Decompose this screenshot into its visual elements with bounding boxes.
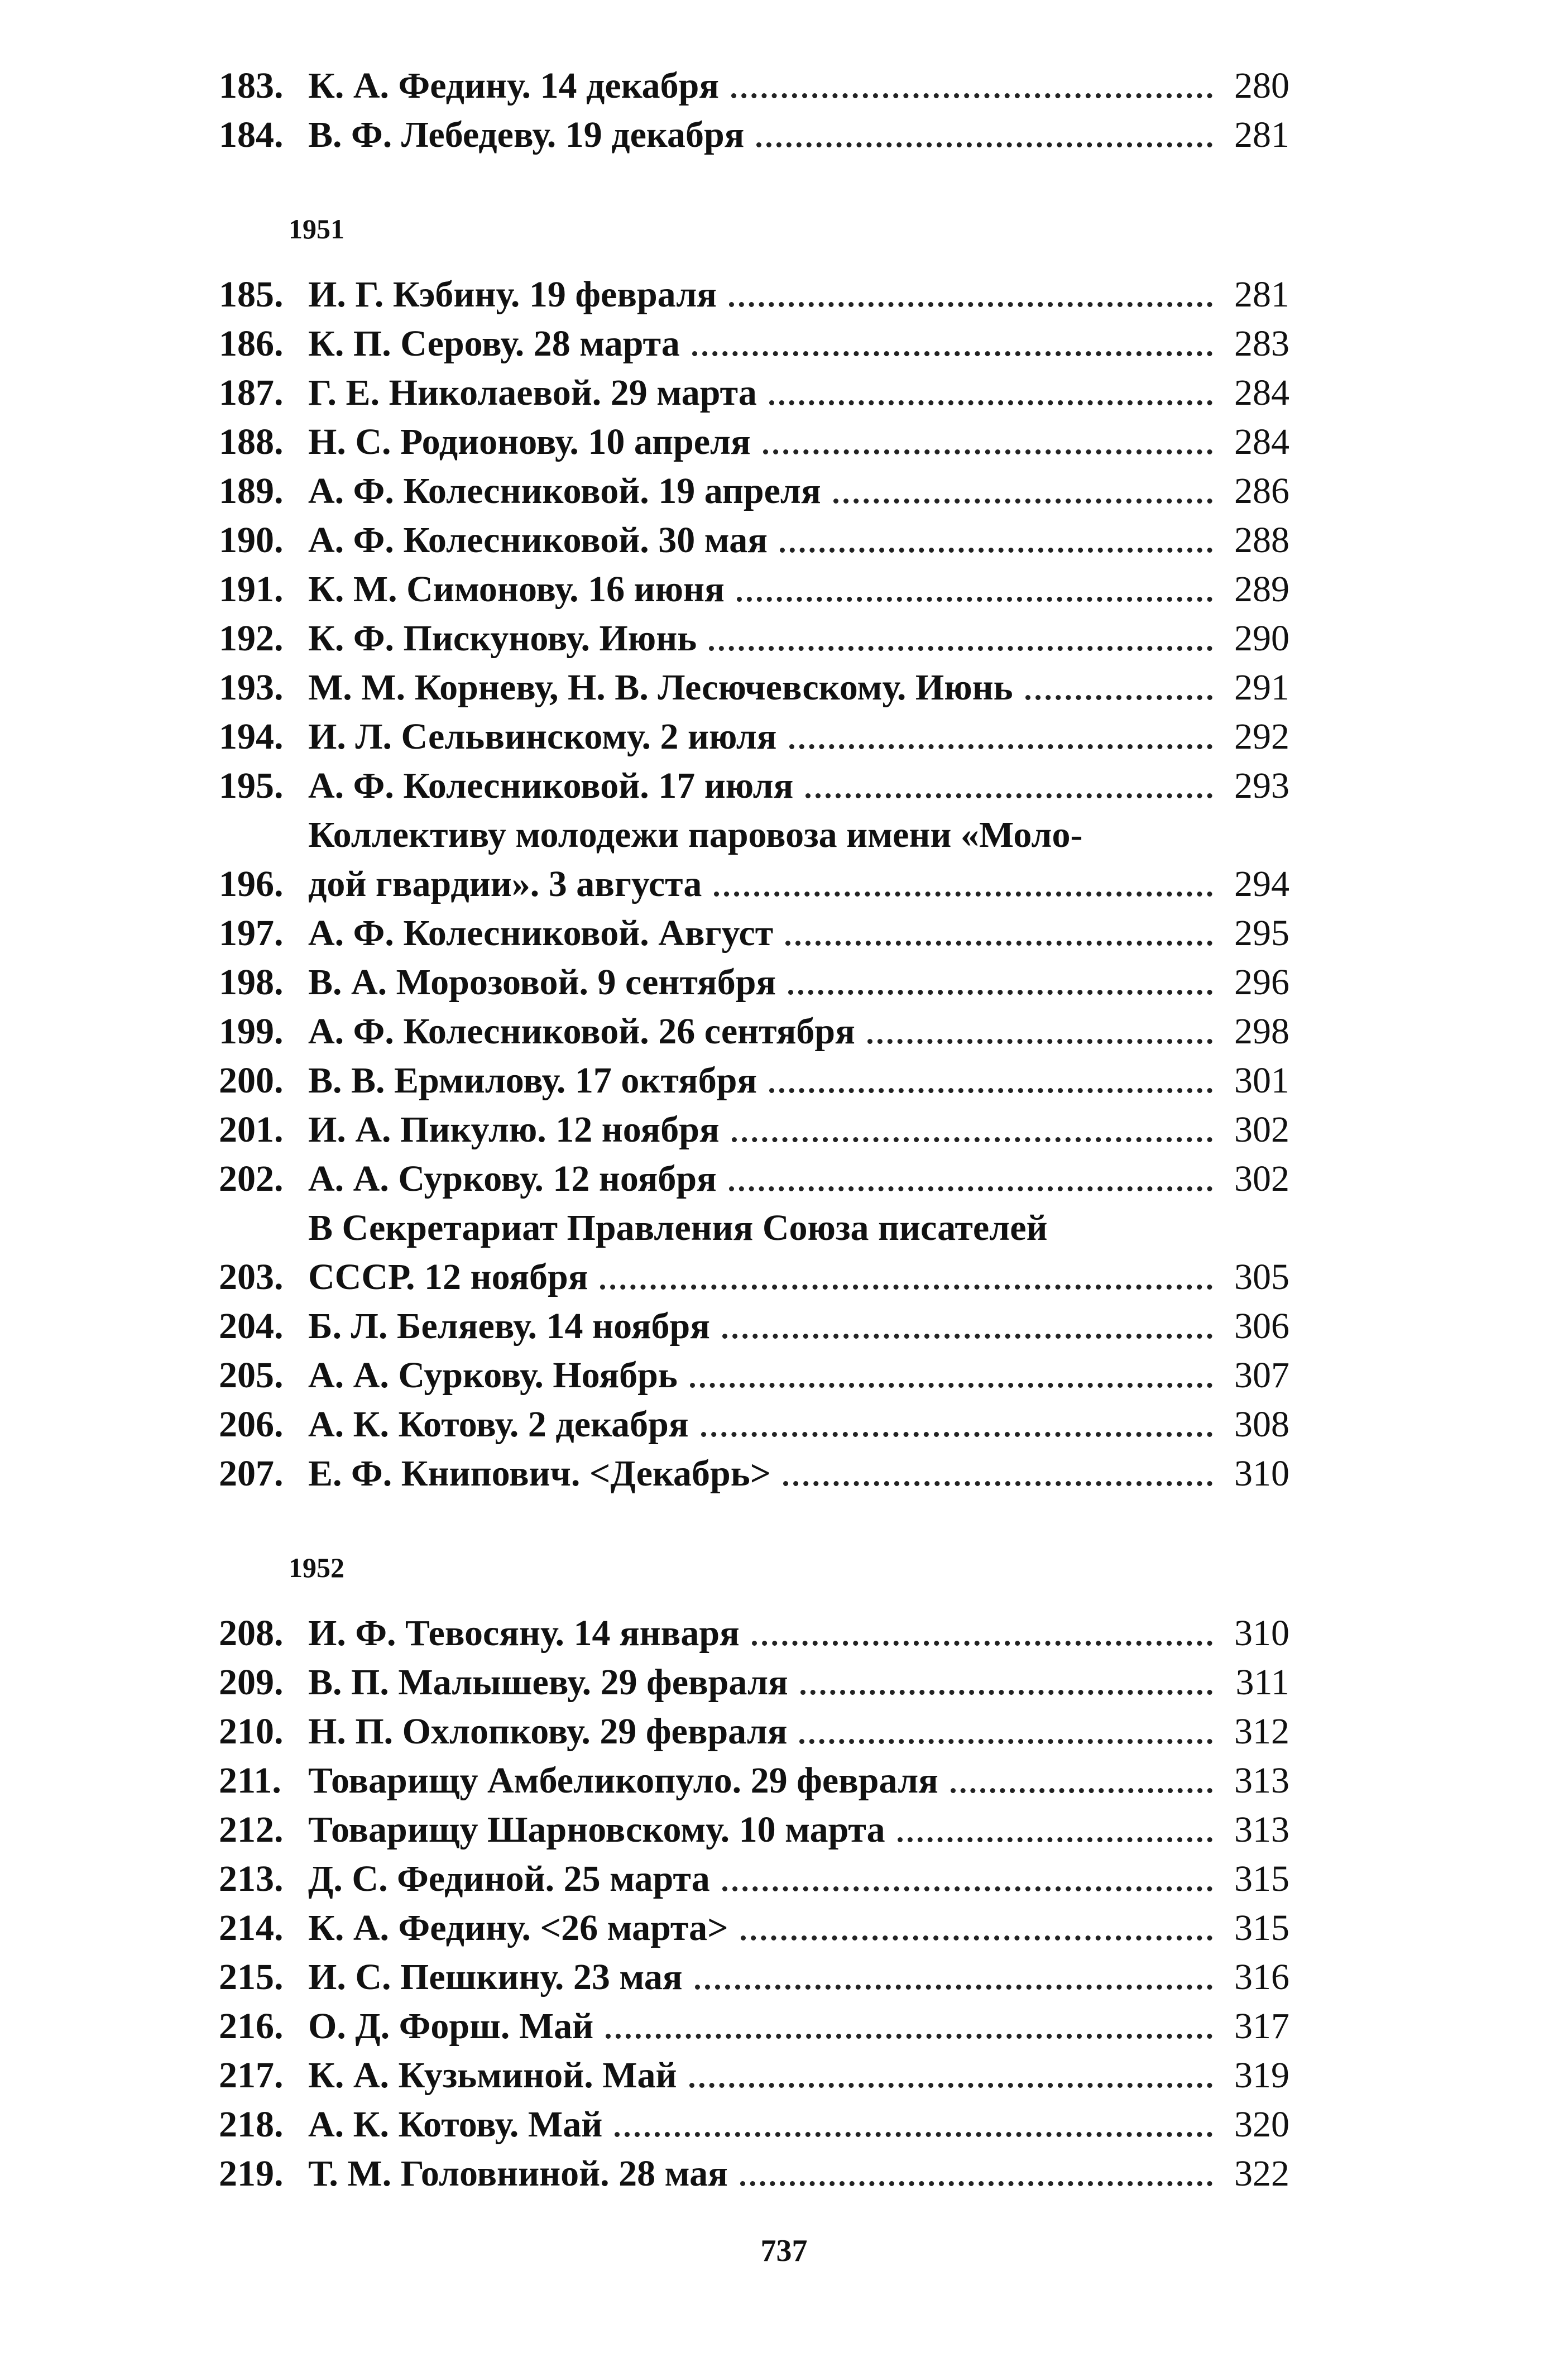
entry-page: 315 [1234,1858,1289,1899]
entry-number: 184. [219,114,284,155]
entry-title: Товарищу Амбеликопуло. 29 февраля [308,1760,938,1801]
toc-entry [219,1609,1289,1658]
toc-entry [219,663,1289,712]
entry-number: 207. [219,1453,284,1494]
dot-leader [722,1886,1212,1891]
entry-title: Товарищу Шарновскому. 10 марта [308,1809,885,1850]
entry-title: И. Г. Кэбину. 19 февраля [308,274,717,315]
toc-entry [219,319,1289,368]
toc-entry [219,1707,1289,1756]
entry-number: 194. [219,716,284,757]
entry-page: 280 [1234,65,1289,106]
toc-entry [219,1756,1289,1805]
toc-entry [219,270,1289,319]
entry-number: 203. [219,1257,284,1297]
entry-page: 283 [1234,323,1289,364]
entry-page: 301 [1234,1060,1289,1101]
dot-leader [800,1690,1212,1695]
entry-title: Н. П. Охлопкову. 29 февраля [308,1711,788,1752]
toc-entry [219,1855,1289,1904]
toc-entry [219,1400,1289,1449]
entry-title: К. А. Федину. 14 декабря [308,65,720,106]
table-of-contents [219,61,1289,2198]
dot-leader [689,2083,1212,2088]
dot-leader [763,449,1212,454]
toc-entry [219,516,1289,565]
entry-page: 320 [1234,2104,1289,2145]
entry-title: Г. Е. Николаевой. 29 марта [308,372,757,413]
entry-title: И. Л. Сельвинскому. 2 июля [308,716,777,757]
entry-number: 205. [219,1355,284,1396]
entry-number: 185. [219,274,284,315]
entry-page: 302 [1234,1158,1289,1199]
dot-leader [731,93,1212,98]
dot-leader [898,1837,1212,1842]
entry-page: 319 [1234,2055,1289,2096]
entry-title: К. А. Кузьминой. Май [308,2055,677,2096]
entry-title: И. Ф. Тевосяну. 14 января [308,1613,740,1654]
entry-number: 214. [219,1908,284,1948]
entry-title: Е. Ф. Книпович. <Декабрь> [308,1453,771,1494]
entry-title-line: Коллективу молодежи паровоза имени «Моло- [308,814,1083,855]
toc-entry [219,712,1289,761]
entry-title: К. Ф. Пискунову. Июнь [308,618,697,659]
entry-number: 206. [219,1404,284,1445]
dot-leader [789,744,1212,749]
toc-entry [219,2100,1289,2149]
entry-page: 313 [1234,1809,1289,1850]
toc-entry [219,418,1289,467]
entry-page: 315 [1234,1908,1289,1948]
entry-number: 213. [219,1858,284,1899]
dot-leader [701,1432,1212,1437]
dot-leader [690,1383,1212,1388]
toc-entry [219,1658,1289,1707]
year-heading: 1952 [289,1552,344,1583]
entry-title: А. Ф. Колесниковой. 19 апреля [308,471,821,511]
toc-entry [219,1105,1289,1154]
dot-leader [740,2181,1212,2186]
entry-page: 298 [1234,1011,1289,1052]
entry-page: 307 [1234,1355,1289,1396]
entry-number: 196. [219,864,284,904]
dot-leader [783,1481,1212,1486]
entry-number: 200. [219,1060,284,1101]
entry-title: дой гвардии». 3 августа [308,864,702,904]
toc-entry [219,61,1289,111]
dot-leader [606,2034,1212,2039]
dot-leader [695,1985,1212,1990]
dot-leader [722,1334,1212,1339]
entry-page: 284 [1234,372,1289,413]
dot-leader [600,1285,1212,1290]
entry-number: 198. [219,962,284,1003]
year-heading: 1951 [289,213,344,245]
entry-number: 211. [219,1760,281,1801]
entry-page: 281 [1234,114,1289,155]
dot-leader [805,793,1212,798]
dot-leader [714,892,1212,897]
toc-entry [219,1904,1289,1953]
dot-leader [780,548,1212,553]
entry-page: 296 [1234,962,1289,1003]
entry-number: 204. [219,1306,284,1347]
entry-page: 302 [1234,1109,1289,1150]
entry-title: О. Д. Форш. Май [308,2006,594,2047]
entry-title: А. Ф. Колесниковой. Август [308,913,774,953]
toc-entry [219,1154,1289,1204]
entry-number: 189. [219,471,284,511]
entry-number: 219. [219,2153,284,2194]
dot-leader [867,1039,1212,1044]
entry-page: 291 [1234,667,1289,708]
entry-title: В. Ф. Лебедеву. 19 декабря [308,114,745,155]
entry-page: 284 [1234,421,1289,462]
dot-leader [741,1935,1212,1940]
entry-number: 210. [219,1711,284,1752]
page-number: 737 [760,2234,808,2268]
dot-leader [737,597,1212,602]
dot-leader [692,351,1212,356]
entry-title: А. Ф. Колесниковой. 30 мая [308,520,768,560]
dot-leader [756,142,1212,147]
entry-page: 295 [1234,913,1289,953]
dot-leader [833,499,1212,504]
entry-title-line: В Секретариат Правления Союза писателей [308,1208,1048,1248]
entry-page: 312 [1234,1711,1289,1752]
entry-title: В. А. Морозовой. 9 сентября [308,962,776,1003]
entry-number: 218. [219,2104,284,2145]
entry-number: 195. [219,765,284,806]
toc-entry [219,467,1289,516]
entry-page: 286 [1234,471,1289,511]
toc-entry [219,111,1289,160]
entry-title: М. М. Корневу, Н. В. Лесючевскому. Июнь [308,667,1013,708]
dot-leader [709,646,1212,651]
toc-entry [219,1449,1289,1498]
entry-number: 201. [219,1109,284,1150]
entry-number: 216. [219,2006,284,2047]
entry-page: 313 [1234,1760,1289,1801]
entry-page: 290 [1234,618,1289,659]
dot-leader [769,1088,1212,1093]
entry-page: 311 [1235,1662,1289,1703]
entry-title: А. К. Котову. Май [308,2104,603,2145]
entry-title: А. А. Суркову. 12 ноября [308,1158,717,1199]
toc-entry [219,1056,1289,1105]
toc-entry [219,909,1289,958]
entry-page: 310 [1234,1453,1289,1494]
toc-entry [219,1953,1289,2002]
entry-title: А. К. Котову. 2 декабря [308,1404,689,1445]
entry-number: 186. [219,323,284,364]
toc-entry [219,1351,1289,1400]
entry-title: К. М. Симонову. 16 июня [308,569,725,610]
toc-entry [219,614,1289,663]
entry-page: 322 [1234,2153,1289,2194]
dot-leader [785,941,1212,946]
entry-number: 212. [219,1809,284,1850]
entry-page: 288 [1234,520,1289,560]
dot-leader [729,302,1212,307]
toc-entry [219,565,1289,614]
entry-title: В. В. Ермилову. 17 октября [308,1060,757,1101]
dot-leader [752,1641,1212,1646]
entry-page: 310 [1234,1613,1289,1654]
entry-number: 188. [219,421,284,462]
toc-entry [219,2002,1289,2051]
entry-title: Д. С. Фединой. 25 марта [308,1858,710,1899]
entry-page: 294 [1234,864,1289,904]
toc-entry [219,1007,1289,1056]
toc-entry [219,368,1289,418]
entry-page: 292 [1234,716,1289,757]
entry-number: 193. [219,667,284,708]
toc-entry [219,1805,1289,1855]
entry-title: К. А. Федину. <26 марта> [308,1908,728,1948]
entry-number: 217. [219,2055,284,2096]
entry-number: 209. [219,1662,284,1703]
entry-number: 191. [219,569,284,610]
toc-entry [219,811,1289,909]
entry-number: 187. [219,372,284,413]
dot-leader [799,1739,1212,1744]
entry-title: А. Ф. Колесниковой. 26 сентября [308,1011,855,1052]
toc-entry [219,761,1289,811]
entry-title: Т. М. Головниной. 28 мая [308,2153,728,2194]
entry-page: 305 [1234,1257,1289,1297]
toc-entry [219,2149,1289,2198]
dot-leader [615,2132,1212,2137]
toc-entry [219,1204,1289,1302]
entry-title: К. П. Серову. 28 марта [308,323,680,364]
entry-number: 202. [219,1158,284,1199]
entry-number: 208. [219,1613,284,1654]
entry-number: 183. [219,65,284,106]
toc-entry [219,1302,1289,1351]
entry-page: 281 [1234,274,1289,315]
entry-title: И. А. Пикулю. 12 ноября [308,1109,720,1150]
dot-leader [951,1788,1212,1793]
entry-title: Н. С. Родионову. 10 апреля [308,421,751,462]
toc-entry [219,958,1289,1007]
entry-title: А. А. Суркову. Ноябрь [308,1355,678,1396]
dot-leader [769,400,1212,405]
dot-leader [1025,695,1212,700]
entry-title: СССР. 12 ноября [308,1257,588,1297]
entry-page: 293 [1234,765,1289,806]
entry-title: А. Ф. Колесниковой. 17 июля [308,765,794,806]
entry-page: 308 [1234,1404,1289,1445]
dot-leader [788,990,1212,995]
entry-title: И. С. Пешкину. 23 мая [308,1957,683,1997]
entry-page: 316 [1234,1957,1289,1997]
entry-page: 306 [1234,1306,1289,1347]
entry-title: Б. Л. Беляеву. 14 ноября [308,1306,710,1347]
entry-number: 197. [219,913,284,953]
entry-number: 190. [219,520,284,560]
entry-number: 215. [219,1957,284,1997]
entry-number: 192. [219,618,284,659]
dot-leader [732,1137,1212,1142]
entry-number: 199. [219,1011,284,1052]
toc-entry [219,2051,1289,2100]
entry-page: 289 [1234,569,1289,610]
dot-leader [729,1186,1212,1191]
entry-title: В. П. Малышеву. 29 февраля [308,1662,788,1703]
entry-page: 317 [1234,2006,1289,2047]
